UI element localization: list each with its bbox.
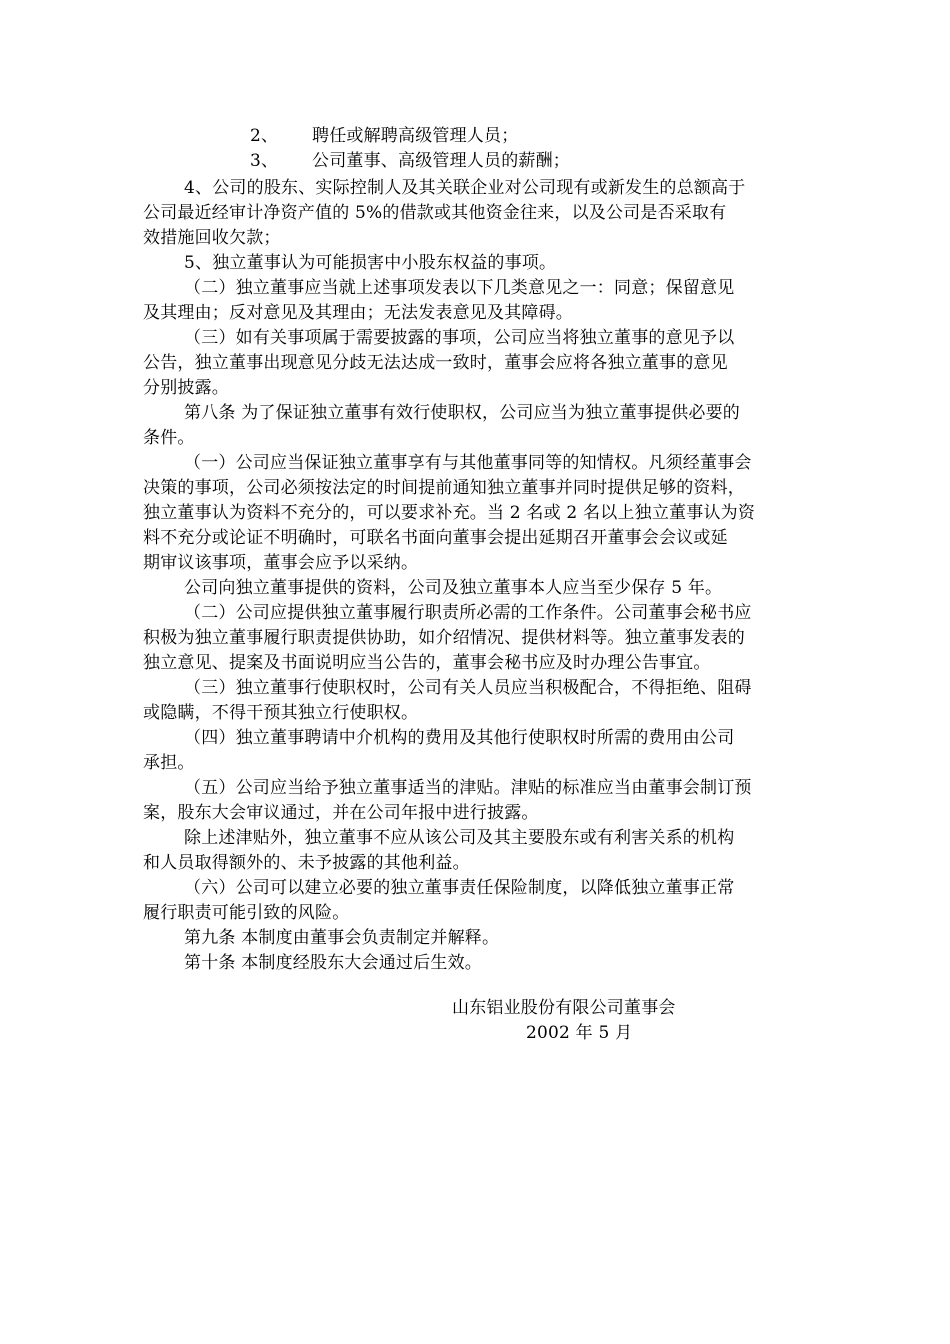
text-line: （二）独立董事应当就上述事项发表以下几类意见之一：同意；保留意见 — [184, 278, 735, 298]
signature-organization: 山东铝业股份有限公司董事会 — [452, 998, 676, 1018]
text-line: 5、独立董事认为可能损害中小股东权益的事项。 — [184, 253, 557, 273]
signature-date: 2002 年 5 月 — [526, 1023, 633, 1043]
list-item-text: 聘任或解聘高级管理人员； — [312, 126, 519, 146]
list-item-number: 2、 — [250, 126, 279, 146]
text-line: 决策的事项，公司必须按法定的时间提前通知独立董事并同时提供足够的资料， — [143, 478, 745, 498]
text-line: 期审议该事项，董事会应予以采纳。 — [143, 553, 419, 573]
list-item-3 — [250, 149, 570, 173]
text-line: 或隐瞒，不得干预其独立行使职权。 — [143, 703, 419, 723]
text-line: 4、公司的股东、实际控制人及其关联企业对公司现有或新发生的总额高于 — [184, 178, 746, 198]
text-line: （三）如有关事项属于需要披露的事项，公司应当将独立董事的意见予以 — [184, 328, 735, 348]
text-line: （二）公司应提供独立董事履行职责所必需的工作条件。公司董事会秘书应 — [184, 603, 752, 623]
text-line: 公告，独立董事出现意见分歧无法达成一致时，董事会应将各独立董事的意见 — [143, 353, 728, 373]
list-item-text: 公司董事、高级管理人员的薪酬； — [312, 151, 570, 171]
text-line: 效措施回收欠款； — [143, 228, 281, 248]
text-line: 及其理由；反对意见及其理由；无法发表意见及其障碍。 — [143, 303, 573, 323]
list-item-number: 3、 — [250, 151, 279, 171]
text-line: 和人员取得额外的、未予披露的其他利益。 — [143, 853, 470, 873]
text-line: （六）公司可以建立必要的独立董事责任保险制度，以降低独立董事正常 — [184, 878, 735, 898]
article-10-heading: 第十条 本制度经股东大会通过后生效。 — [184, 953, 483, 973]
text-line: 案，股东大会审议通过，并在公司年报中进行披露。 — [143, 803, 539, 823]
text-line: 分别披露。 — [143, 378, 229, 398]
text-line: 条件。 — [143, 428, 195, 448]
text-line: 履行职责可能引致的风险。 — [143, 903, 350, 923]
article-9-heading: 第九条 本制度由董事会负责制定并解释。 — [184, 928, 500, 948]
text-line: （一）公司应当保证独立董事享有与其他董事同等的知情权。凡须经董事会 — [184, 453, 752, 473]
text-line: 独立董事认为资料不充分的，可以要求补充。当 2 名或 2 名以上独立董事认为资 — [143, 503, 756, 523]
text-line: 除上述津贴外，独立董事不应从该公司及其主要股东或有利害关系的机构 — [184, 828, 735, 848]
text-line: 承担。 — [143, 753, 195, 773]
text-line: 公司最近经审计净资产值的 5%的借款或其他资金往来，以及公司是否采取有 — [143, 203, 727, 223]
text-line: 独立意见、提案及书面说明应当公告的，董事会秘书应及时办理公告事宜。 — [143, 653, 711, 673]
text-line: （五）公司应当给予独立董事适当的津贴。津贴的标准应当由董事会制订预 — [184, 778, 752, 798]
text-line: （四）独立董事聘请中介机构的费用及其他行使职权时所需的费用由公司 — [184, 728, 735, 748]
article-8-heading: 第八条 为了保证独立董事有效行使职权，公司应当为独立董事提供必要的 — [184, 403, 741, 423]
list-item-2 — [250, 124, 518, 148]
text-line: 料不充分或论证不明确时，可联名书面向董事会提出延期召开董事会会议或延 — [143, 528, 728, 548]
text-line: 积极为独立董事履行职责提供协助，如介绍情况、提供材料等。独立董事发表的 — [143, 628, 745, 648]
text-line: （三）独立董事行使职权时，公司有关人员应当积极配合，不得拒绝、阻碍 — [184, 678, 752, 698]
text-line: 公司向独立董事提供的资料，公司及独立董事本人应当至少保存 5 年。 — [184, 578, 723, 598]
